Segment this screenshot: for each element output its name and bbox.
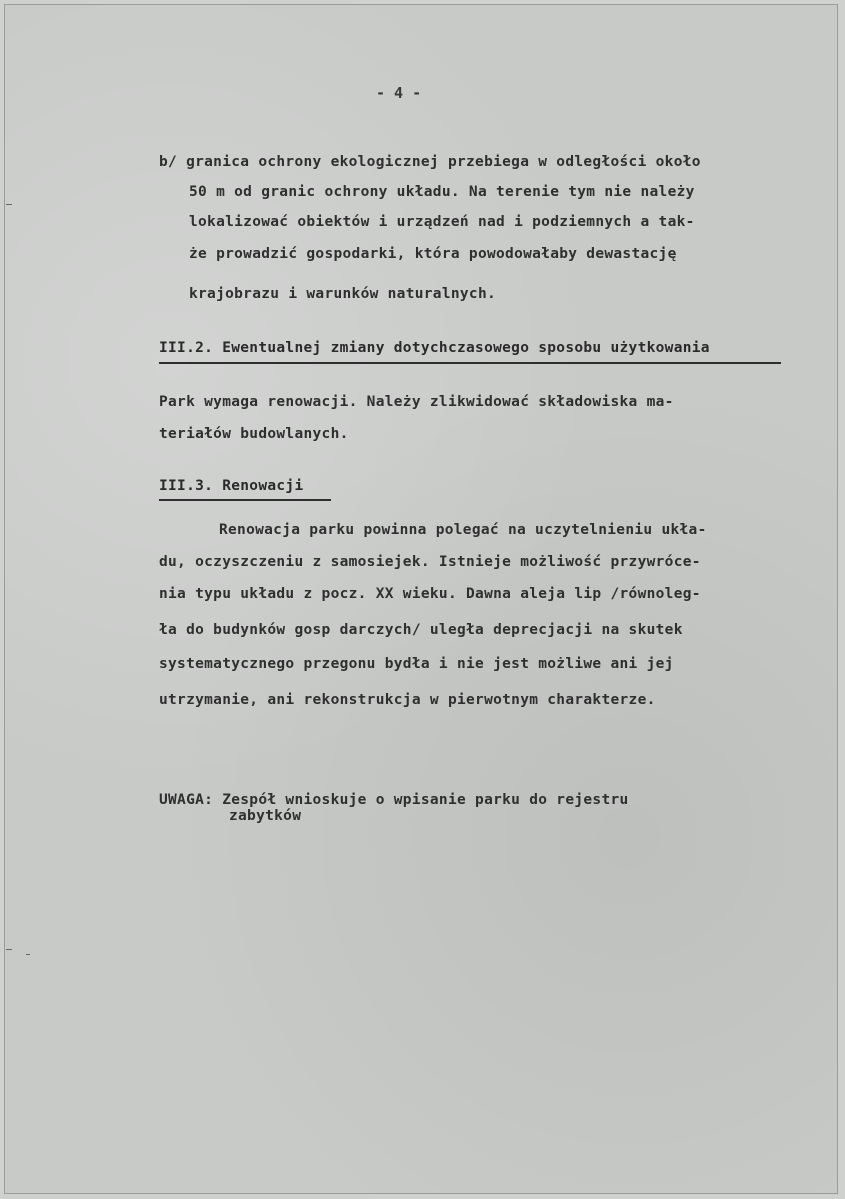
note-line-1: UWAGA: Zespół wnioskuje o wpisanie parku do rejestru: [159, 792, 629, 808]
section-3-2-heading: III.2. Ewentualnej zmiany dotychczasowego sposobu użytkowania: [159, 340, 710, 356]
margin-mark: [26, 954, 30, 955]
section-b-line-4: że prowadzić gospodarki, która powodowałaby dewastację: [189, 246, 677, 262]
section-b-line-2: 50 m od granic ochrony układu. Na terenie tym nie należy: [189, 184, 695, 200]
section-3-3-line-6: utrzymanie, ani rekonstrukcja w pierwotnym charakterze.: [159, 692, 656, 708]
section-3-3-heading: III.3. Renowacji: [159, 478, 304, 494]
note-line-2: zabytków: [229, 808, 302, 824]
section-3-3-line-4: ła do budynków gosp darczych/ uległa deprecjacji na skutek: [159, 622, 683, 638]
section-3-3-line-1: Renowacja parku powinna polegać na uczytelnieniu ukła-: [219, 522, 707, 538]
section-3-2-line-2: teriałów budowlanych.: [159, 426, 349, 442]
document-page: [4, 4, 838, 1194]
section-3-3-line-5: systematycznego przegonu bydła i nie jest możliwe ani jej: [159, 656, 674, 672]
margin-mark: [6, 204, 12, 205]
margin-mark: [6, 949, 12, 950]
section-b-line-5: krajobrazu i warunków naturalnych.: [189, 286, 497, 302]
page-number: - 4 -: [376, 84, 422, 102]
section-3-3-line-3: nia typu układu z pocz. XX wieku. Dawna aleja lip /równoleg-: [159, 586, 701, 602]
section-3-3-line-2: du, oczyszczeniu z samosiejek. Istnieje możliwość przywróce-: [159, 554, 701, 570]
heading-underline: [159, 499, 331, 501]
heading-underline: [159, 362, 781, 364]
section-3-2-line-1: Park wymaga renowacji. Należy zlikwidować składowiska ma-: [159, 394, 674, 410]
section-b-line-1: b/ granica ochrony ekologicznej przebiega w odległości około: [159, 154, 701, 170]
section-b-line-3: lokalizować obiektów i urządzeń nad i podziemnych a tak-: [189, 214, 695, 230]
